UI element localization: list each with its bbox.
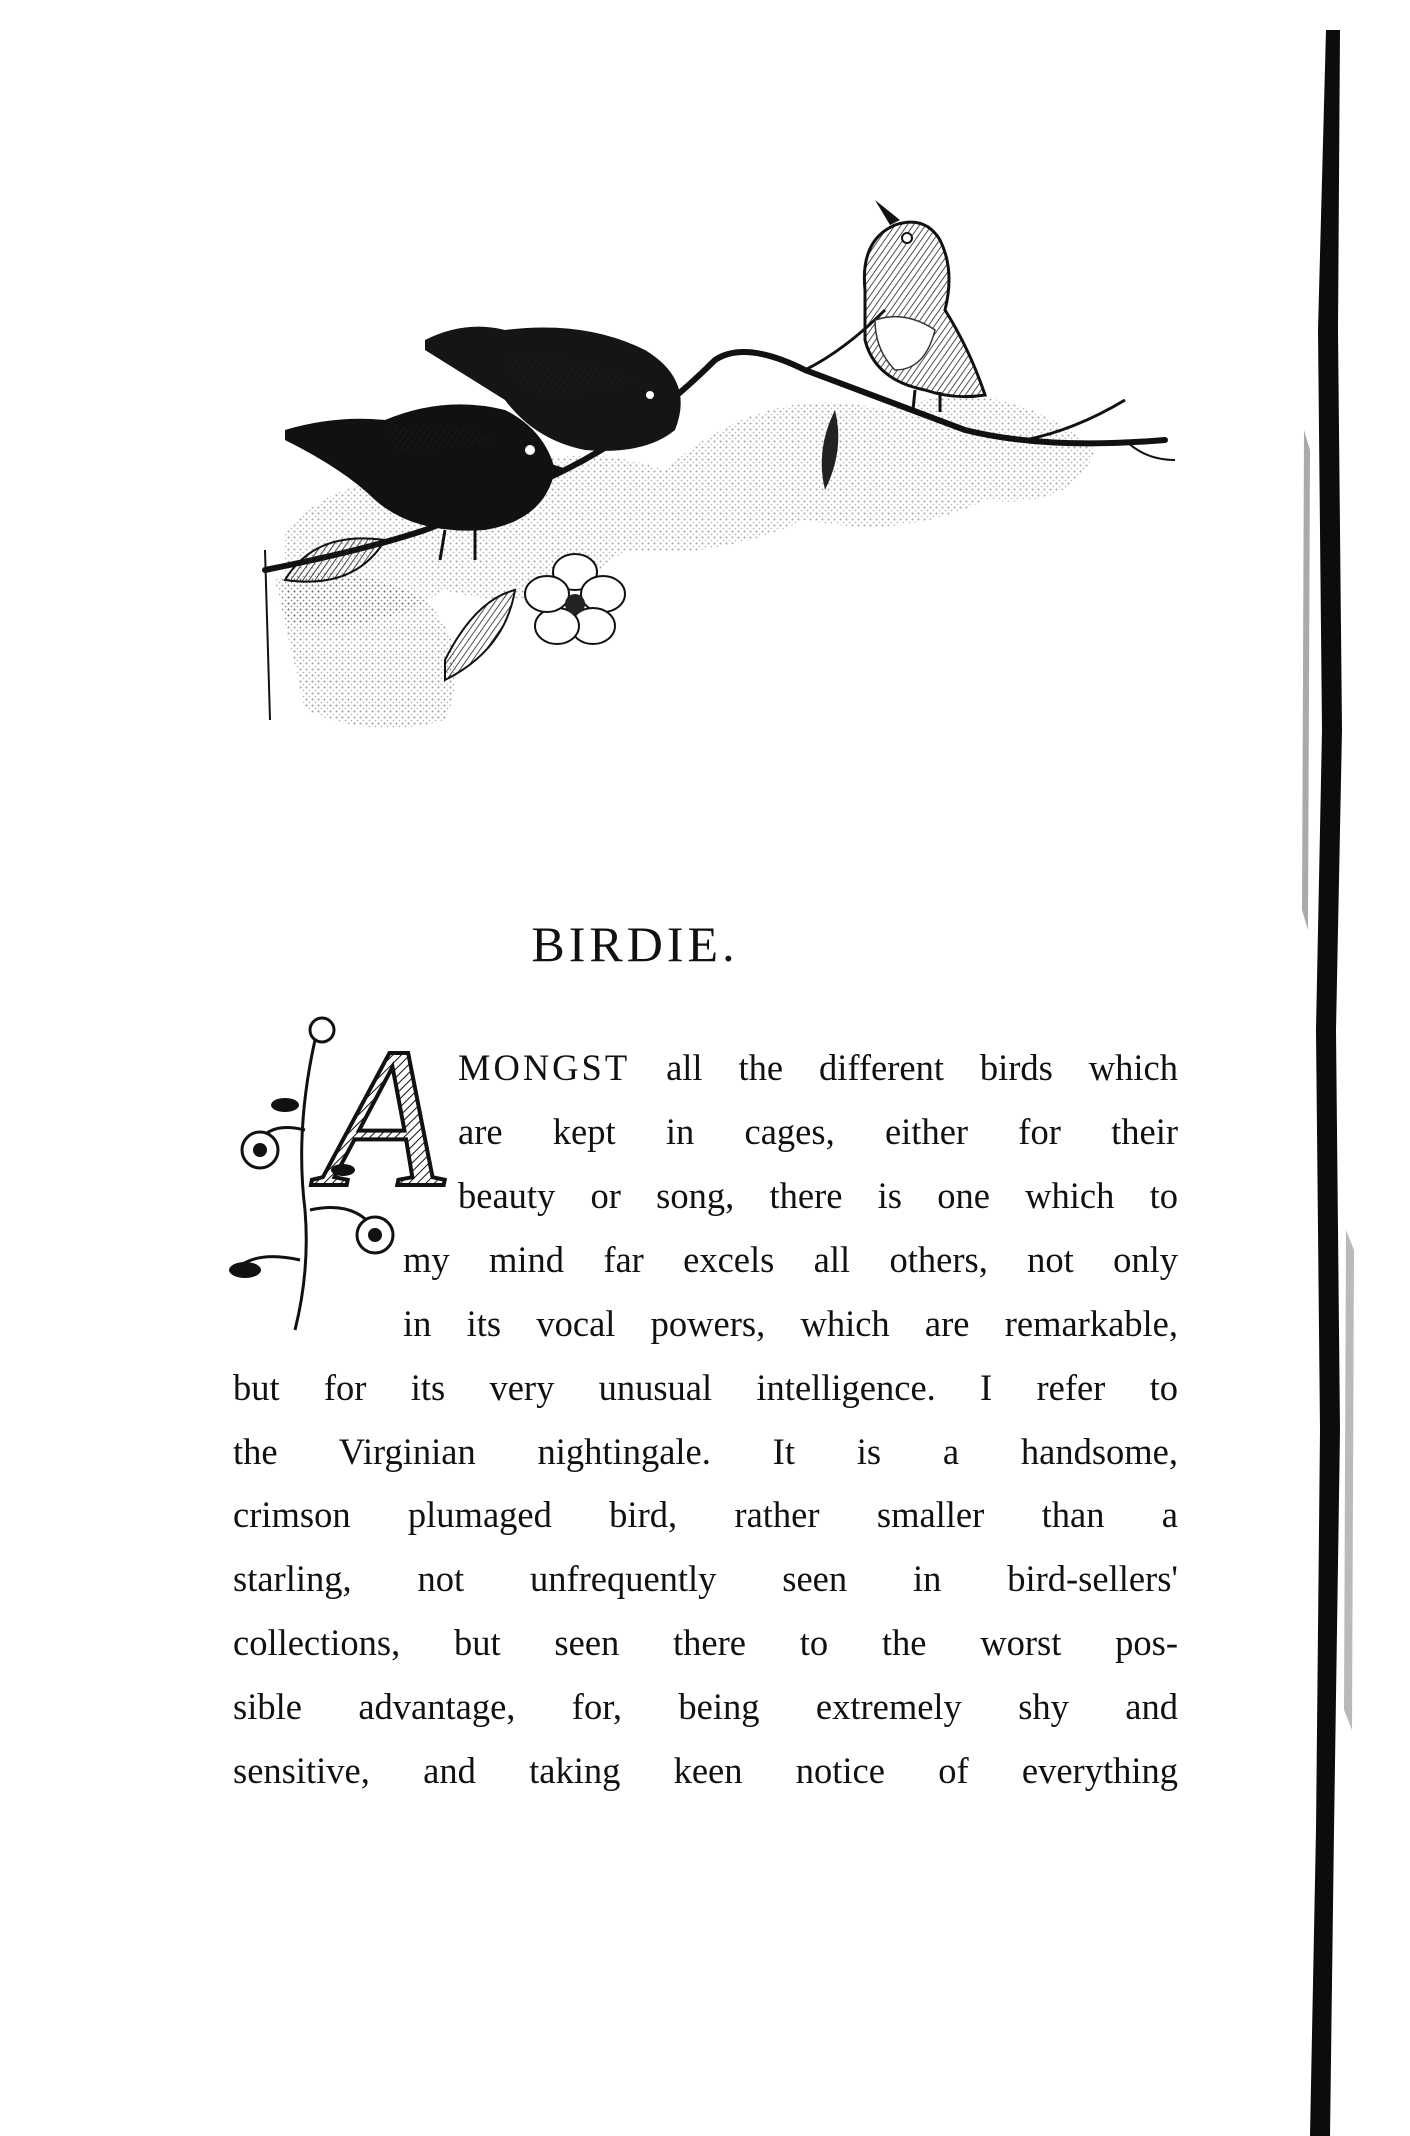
text-line: starling, not unfrequently seen in bird-sellers' bbox=[233, 1558, 1178, 1599]
text-line: crimson plumaged bird, rather smaller than a bbox=[233, 1494, 1178, 1535]
ornamental-drop-cap bbox=[225, 1010, 465, 1340]
chapter-title: BIRDIE. bbox=[531, 916, 739, 972]
text-line: my mind far excels all others, not only bbox=[403, 1239, 1178, 1280]
text-line: sensitive, and taking keen notice of everything bbox=[233, 1750, 1178, 1791]
bird-right-icon bbox=[864, 200, 985, 412]
page-binding-edge bbox=[1296, 30, 1360, 2136]
opening-word: MONGST bbox=[458, 1047, 631, 1088]
text-line: sible advantage, for, being extremely shy and bbox=[233, 1686, 1178, 1727]
text-line-rest: all the different birds which bbox=[666, 1047, 1178, 1088]
text-line: the Virginian nightingale. It is a handsome, bbox=[233, 1431, 1178, 1472]
text-line: collections, but seen there to the worst pos- bbox=[233, 1622, 1178, 1663]
text-line: but for its very unusual intelligence. I refer to bbox=[233, 1367, 1178, 1408]
text-line bbox=[458, 1047, 1178, 1094]
drop-cap-letter: A bbox=[321, 1010, 445, 1229]
text-line: beauty or song, there is one which to bbox=[458, 1175, 1178, 1216]
birds-on-branch-illustration bbox=[245, 200, 1175, 760]
text-line: are kept in cages, either for their bbox=[458, 1111, 1178, 1152]
text-line: in its vocal powers, which are remarkable, bbox=[403, 1303, 1178, 1344]
